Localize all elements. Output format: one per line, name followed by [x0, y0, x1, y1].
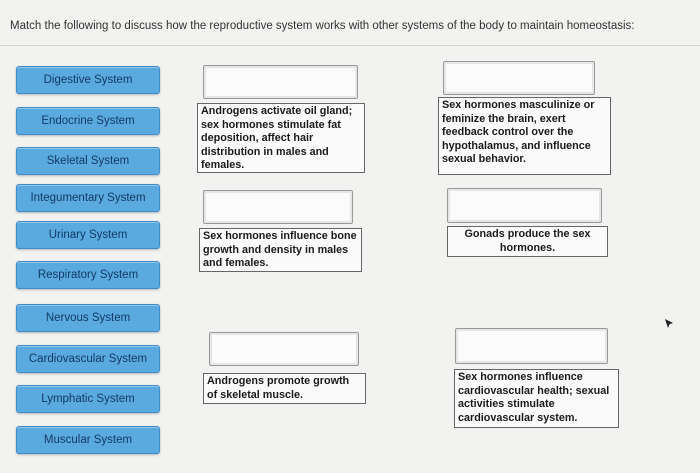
system-button-integumentary[interactable]: Integumentary System — [16, 184, 160, 212]
system-button-skeletal[interactable]: Skeletal System — [16, 147, 160, 175]
drop-target-3[interactable] — [203, 190, 353, 224]
system-button-cardiovascular[interactable]: Cardiovascular System — [16, 345, 160, 373]
drop-target-2[interactable] — [443, 61, 595, 95]
system-button-endocrine[interactable]: Endocrine System — [16, 107, 160, 135]
drop-target-4[interactable] — [447, 188, 602, 223]
description-card-5: Androgens promote growth of skeletal muscle. — [203, 373, 366, 404]
system-button-digestive[interactable]: Digestive System — [16, 66, 160, 94]
system-button-urinary[interactable]: Urinary System — [16, 221, 160, 249]
header-divider — [0, 45, 700, 46]
description-card-3: Sex hormones influence bone growth and density in males and females. — [199, 228, 362, 272]
system-button-nervous[interactable]: Nervous System — [16, 304, 160, 332]
description-card-2: Sex hormones masculinize or feminize the brain, exert feedback control over the hypothalamus, and influence sexual behavior. — [438, 97, 611, 175]
system-button-respiratory[interactable]: Respiratory System — [16, 261, 160, 289]
description-card-1: Androgens activate oil gland; sex hormones stimulate fat deposition, affect hair distribution in males and females. — [197, 103, 365, 173]
drop-target-6[interactable] — [455, 328, 608, 364]
system-button-muscular[interactable]: Muscular System — [16, 426, 160, 454]
drop-target-1[interactable] — [203, 65, 358, 99]
drop-target-5[interactable] — [209, 332, 359, 366]
description-card-4: Gonads produce the sex hormones. — [447, 226, 608, 257]
instructions-text: Match the following to discuss how the reproductive system works with other systems of the body to maintain homeostasis: — [10, 20, 635, 32]
description-card-6: Sex hormones influence cardiovascular health; sexual activities stimulate cardiovascular system. — [454, 369, 619, 428]
mouse-pointer-icon — [664, 318, 674, 330]
system-button-lymphatic[interactable]: Lymphatic System — [16, 385, 160, 413]
